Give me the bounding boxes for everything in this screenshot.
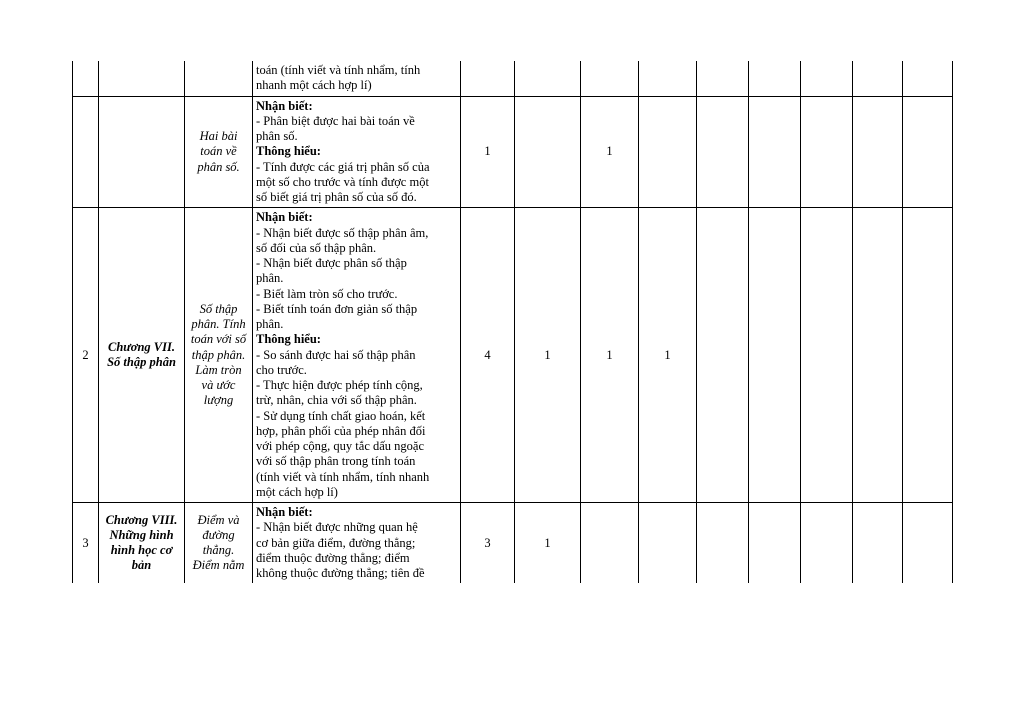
desc-line: phân.	[256, 317, 284, 331]
cell-n8	[853, 503, 903, 584]
desc-line: số biết giá trị phân số của số đó.	[256, 190, 417, 204]
desc-line: phân số.	[256, 129, 298, 143]
table-body	[73, 61, 953, 583]
desc-line: - Nhận biết được những quan hệ	[256, 520, 418, 535]
desc-line: - Thực hiện được phép tính cộng,	[256, 378, 423, 392]
cell-n6	[749, 503, 801, 584]
cell-n1: 3	[461, 503, 515, 584]
desc-line: một số cho trước và tính được một	[256, 174, 429, 189]
cell-description	[253, 61, 461, 96]
cell-n4	[639, 61, 697, 96]
cell-chapter: Chương VII. Số thập phân	[99, 208, 185, 503]
desc-line: - Sử dụng tính chất giao hoán, kết	[256, 408, 426, 423]
desc-line: với phép cộng, quy tắc dấu ngoặc	[256, 439, 425, 453]
cell-description	[253, 503, 461, 584]
desc-line: - Nhận biết được phân số thập	[256, 256, 407, 270]
cell-n9	[903, 503, 953, 584]
table-row	[73, 61, 953, 96]
desc-label: Thông hiểu:	[256, 332, 321, 347]
cell-chapter	[99, 96, 185, 208]
cell-topic: Hai bài toán về phân số.	[185, 96, 253, 208]
cell-n2	[515, 96, 581, 208]
cell-n6	[749, 96, 801, 208]
cell-n9	[903, 96, 953, 208]
cell-n4	[639, 96, 697, 208]
desc-label: Nhận biết:	[256, 98, 313, 113]
cell-n3	[581, 61, 639, 96]
cell-n9	[903, 61, 953, 96]
desc-line: (tính viết và tính nhẩm, tính nhanh	[256, 469, 430, 484]
cell-n5	[697, 503, 749, 584]
cell-index	[73, 96, 99, 208]
table-row	[73, 503, 953, 584]
desc-line: điểm thuộc đường thẳng; điểm	[256, 550, 410, 565]
cell-n9	[903, 208, 953, 503]
desc-line: với số thập phân trong tính toán	[256, 454, 416, 469]
desc-line: một cách hợp lí)	[256, 484, 338, 499]
desc-line: cho trước.	[256, 362, 307, 377]
cell-n6	[749, 61, 801, 96]
cell-n1	[461, 61, 515, 96]
cell-n8	[853, 208, 903, 503]
desc-line: - Nhận biết được số thập phân âm,	[256, 225, 429, 240]
cell-topic: Số thập phân. Tính toán với số thập phân. Làm tròn và ước lượng	[185, 208, 253, 503]
cell-n3: 1	[581, 96, 639, 208]
desc-line: - Tính được các giá trị phân số của	[256, 159, 430, 174]
table-row	[73, 208, 953, 503]
cell-chapter: Chương VIII. Những hình hình học cơ bản	[99, 503, 185, 584]
cell-n5	[697, 61, 749, 96]
desc-line: hợp, phân phối của phép nhân đối	[256, 423, 426, 438]
cell-n2	[515, 61, 581, 96]
cell-n3: 1	[581, 208, 639, 503]
cell-index: 2	[73, 208, 99, 503]
cell-n2: 1	[515, 503, 581, 584]
cell-n5	[697, 96, 749, 208]
cell-description	[253, 96, 461, 208]
cell-n7	[801, 96, 853, 208]
desc-label: Nhận biết:	[256, 505, 313, 519]
cell-n6	[749, 208, 801, 503]
desc-line: phân.	[256, 271, 284, 286]
cell-n4	[639, 503, 697, 584]
cell-n4: 1	[639, 208, 697, 503]
desc-line: - So sánh được hai số thập phân	[256, 347, 416, 362]
desc-line: - Biết làm tròn số cho trước.	[256, 286, 398, 301]
desc-line: nhanh một cách hợp lí)	[256, 78, 372, 93]
cell-topic: Điểm và đường thẳng. Điểm nằm	[185, 503, 253, 584]
desc-line: - Phân biệt được hai bài toán về	[256, 113, 415, 128]
cell-index	[73, 61, 99, 96]
cell-n8	[853, 61, 903, 96]
spec-matrix-table	[72, 61, 953, 583]
desc-label: Nhận biết:	[256, 210, 313, 225]
desc-line: toán (tính viết và tính nhẩm, tính	[256, 63, 421, 77]
cell-n5	[697, 208, 749, 503]
cell-topic	[185, 61, 253, 96]
cell-n7	[801, 503, 853, 584]
cell-n1: 1	[461, 96, 515, 208]
cell-description	[253, 208, 461, 503]
desc-line: không thuộc đường thẳng; tiên đề	[256, 566, 425, 580]
desc-line: trừ, nhân, chia với số thập phân.	[256, 393, 417, 408]
cell-chapter	[99, 61, 185, 96]
cell-n8	[853, 96, 903, 208]
desc-label: Thông hiểu:	[256, 144, 321, 159]
cell-n7	[801, 208, 853, 503]
cell-n7	[801, 61, 853, 96]
cell-index: 3	[73, 503, 99, 584]
cell-n1: 4	[461, 208, 515, 503]
desc-line: số đối của số thập phân.	[256, 240, 377, 255]
desc-line: - Biết tính toán đơn giản số thập	[256, 301, 418, 316]
desc-line: cơ bản giữa điểm, đường thẳng;	[256, 535, 416, 550]
table-row	[73, 96, 953, 208]
cell-n3	[581, 503, 639, 584]
cell-n2: 1	[515, 208, 581, 503]
